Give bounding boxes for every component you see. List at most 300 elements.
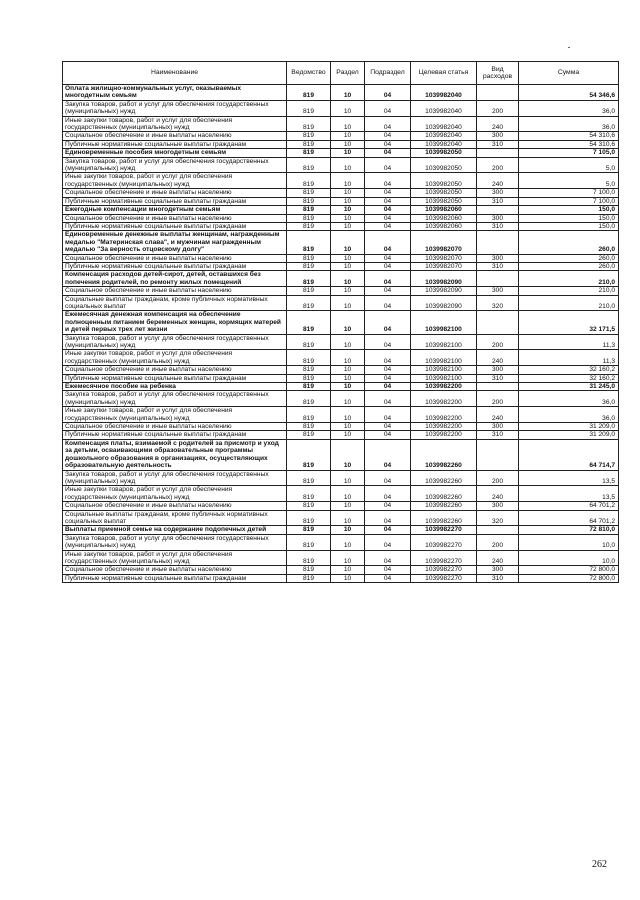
row-subsection-cell: 04 xyxy=(365,132,411,140)
row-section-cell: 10 xyxy=(331,391,365,407)
row-department-cell: 819 xyxy=(287,486,331,502)
row-section-cell: 10 xyxy=(331,100,365,116)
row-amount-cell: 10,0 xyxy=(519,550,619,566)
row-department-cell: 819 xyxy=(287,140,331,148)
row-name-cell: Иные закупки товаров, работ и услуг для обеспечения государственных (муниципальных) нужд xyxy=(63,173,287,189)
row-department-cell: 819 xyxy=(287,173,331,189)
row-expense-type-cell: 300 xyxy=(477,366,519,374)
table-row xyxy=(63,100,619,116)
row-subsection-cell: 04 xyxy=(365,334,411,350)
row-department-cell: 819 xyxy=(287,423,331,431)
row-expense-type-cell: 300 xyxy=(477,566,519,574)
row-expense-type-cell: 200 xyxy=(477,100,519,116)
row-section-cell: 10 xyxy=(331,510,365,526)
row-department-cell: 819 xyxy=(287,526,331,534)
row-department-cell: 819 xyxy=(287,350,331,366)
row-subsection-cell: 04 xyxy=(365,423,411,431)
row-section-cell: 10 xyxy=(331,189,365,197)
table-row xyxy=(63,510,619,526)
row-name-cell: Социальное обеспечение и иные выплаты населению xyxy=(63,214,287,222)
row-subsection-cell: 04 xyxy=(365,189,411,197)
row-subsection-cell: 04 xyxy=(365,214,411,222)
row-name-cell: Публичные нормативные социальные выплаты гражданам xyxy=(63,262,287,270)
row-amount-cell: 72 810,0 xyxy=(519,526,619,534)
row-section-cell: 10 xyxy=(331,85,365,101)
row-expense-type-cell xyxy=(477,85,519,101)
row-target-item-cell: 1039982270 xyxy=(411,526,477,534)
row-expense-type-cell: 240 xyxy=(477,173,519,189)
row-expense-type-cell: 300 xyxy=(477,502,519,510)
table-row xyxy=(63,366,619,374)
row-subsection-cell: 04 xyxy=(365,197,411,205)
row-subsection-cell: 04 xyxy=(365,407,411,423)
row-department-cell: 819 xyxy=(287,470,331,486)
row-expense-type-cell: 200 xyxy=(477,391,519,407)
row-name-cell: Иные закупки товаров, работ и услуг для обеспечения государственных (муниципальных) нужд xyxy=(63,486,287,502)
row-expense-type-cell: 310 xyxy=(477,197,519,205)
row-target-item-cell: 1039982200 xyxy=(411,407,477,423)
row-amount-cell: 13,5 xyxy=(519,470,619,486)
table-row xyxy=(63,470,619,486)
row-name-cell: Закупка товаров, работ и услуг для обеспечения государственных (муниципальных) нужд xyxy=(63,534,287,550)
row-department-cell: 819 xyxy=(287,311,331,334)
row-expense-type-cell: 320 xyxy=(477,295,519,311)
row-expense-type-cell xyxy=(477,149,519,157)
row-target-item-cell: 1039982060 xyxy=(411,206,477,214)
row-department-cell: 819 xyxy=(287,407,331,423)
row-expense-type-cell: 240 xyxy=(477,407,519,423)
row-target-item-cell: 1039982050 xyxy=(411,157,477,173)
header-name: Наименование xyxy=(63,62,287,85)
table-row xyxy=(63,350,619,366)
row-subsection-cell: 04 xyxy=(365,116,411,132)
row-department-cell: 819 xyxy=(287,116,331,132)
row-name-cell: Публичные нормативные социальные выплаты гражданам xyxy=(63,222,287,230)
table-row-total xyxy=(63,149,619,157)
row-name-cell: Закупка товаров, работ и услуг для обеспечения государственных (муниципальных) нужд xyxy=(63,470,287,486)
row-section-cell: 10 xyxy=(331,574,365,582)
row-amount-cell: 210,0 xyxy=(519,271,619,287)
row-subsection-cell: 04 xyxy=(365,287,411,295)
row-amount-cell: 260,0 xyxy=(519,254,619,262)
row-target-item-cell: 1039982100 xyxy=(411,350,477,366)
table-row-total xyxy=(63,231,619,254)
row-subsection-cell: 04 xyxy=(365,526,411,534)
row-target-item-cell: 1039982040 xyxy=(411,132,477,140)
row-subsection-cell: 04 xyxy=(365,383,411,391)
row-expense-type-cell: 200 xyxy=(477,157,519,173)
row-expense-type-cell: 310 xyxy=(477,431,519,439)
row-department-cell: 819 xyxy=(287,222,331,230)
row-amount-cell: 64 701,2 xyxy=(519,502,619,510)
row-amount-cell: 36,0 xyxy=(519,391,619,407)
row-amount-cell: 31 209,0 xyxy=(519,423,619,431)
row-target-item-cell: 1039982050 xyxy=(411,149,477,157)
row-department-cell: 819 xyxy=(287,189,331,197)
row-subsection-cell: 04 xyxy=(365,431,411,439)
row-department-cell: 819 xyxy=(287,502,331,510)
row-target-item-cell: 1039982200 xyxy=(411,383,477,391)
row-expense-type-cell: 200 xyxy=(477,470,519,486)
table-row-total xyxy=(63,439,619,470)
row-section-cell: 10 xyxy=(331,374,365,382)
row-subsection-cell: 04 xyxy=(365,311,411,334)
row-amount-cell: 13,5 xyxy=(519,486,619,502)
row-target-item-cell: 1039982040 xyxy=(411,85,477,101)
row-name-cell: Компенсация расходов детей-сирот, детей, оставшихся без попечения родителей, по ремонту жилых помещений xyxy=(63,271,287,287)
row-expense-type-cell: 300 xyxy=(477,189,519,197)
table-row xyxy=(63,374,619,382)
row-amount-cell: 36,0 xyxy=(519,100,619,116)
row-name-cell: Ежемесячная денежная компенсация на обеспечение полноценным питанием беременных женщин, кормящих матерей и детей первых трех лет жизни xyxy=(63,311,287,334)
row-name-cell: Ежегодные компенсации многодетным семьям xyxy=(63,206,287,214)
row-target-item-cell: 1039982090 xyxy=(411,271,477,287)
table-row-total xyxy=(63,383,619,391)
row-section-cell: 10 xyxy=(331,439,365,470)
row-target-item-cell: 1039982040 xyxy=(411,140,477,148)
header-department: Ведомство xyxy=(287,62,331,85)
row-expense-type-cell xyxy=(477,383,519,391)
row-name-cell: Иные закупки товаров, работ и услуг для обеспечения государственных (муниципальных) нужд xyxy=(63,350,287,366)
row-subsection-cell: 04 xyxy=(365,85,411,101)
row-department-cell: 819 xyxy=(287,295,331,311)
row-expense-type-cell: 300 xyxy=(477,254,519,262)
row-section-cell: 10 xyxy=(331,173,365,189)
row-subsection-cell: 04 xyxy=(365,157,411,173)
row-amount-cell: 64 714,7 xyxy=(519,439,619,470)
row-name-cell: Закупка товаров, работ и услуг для обеспечения государственных (муниципальных) нужд xyxy=(63,100,287,116)
row-name-cell: Публичные нормативные социальные выплаты гражданам xyxy=(63,374,287,382)
row-name-cell: Закупка товаров, работ и услуг для обеспечения государственных (муниципальных) нужд xyxy=(63,334,287,350)
row-name-cell: Социальное обеспечение и иные выплаты населению xyxy=(63,502,287,510)
row-amount-cell: 32 160,2 xyxy=(519,366,619,374)
row-target-item-cell: 1039982100 xyxy=(411,311,477,334)
row-name-cell: Закупка товаров, работ и услуг для обеспечения государственных (муниципальных) нужд xyxy=(63,391,287,407)
row-expense-type-cell: 300 xyxy=(477,132,519,140)
row-expense-type-cell: 300 xyxy=(477,214,519,222)
table-row xyxy=(63,254,619,262)
row-target-item-cell: 1039982100 xyxy=(411,374,477,382)
row-section-cell: 10 xyxy=(331,262,365,270)
row-expense-type-cell: 240 xyxy=(477,486,519,502)
row-department-cell: 819 xyxy=(287,271,331,287)
header-target-item: Целевая статья xyxy=(411,62,477,85)
row-target-item-cell: 1039982100 xyxy=(411,334,477,350)
row-subsection-cell: 04 xyxy=(365,470,411,486)
row-section-cell: 10 xyxy=(331,140,365,148)
row-amount-cell: 150,0 xyxy=(519,222,619,230)
row-amount-cell: 32 160,2 xyxy=(519,374,619,382)
row-expense-type-cell xyxy=(477,271,519,287)
row-target-item-cell: 1039982040 xyxy=(411,116,477,132)
row-amount-cell: 32 171,5 xyxy=(519,311,619,334)
table-row xyxy=(63,295,619,311)
row-amount-cell: 7 105,0 xyxy=(519,149,619,157)
table-row xyxy=(63,222,619,230)
row-section-cell: 10 xyxy=(331,407,365,423)
row-target-item-cell: 1039982260 xyxy=(411,502,477,510)
row-name-cell: Публичные нормативные социальные выплаты гражданам xyxy=(63,140,287,148)
row-subsection-cell: 04 xyxy=(365,566,411,574)
row-name-cell: Социальные выплаты гражданам, кроме публичных нормативных социальных выплат xyxy=(63,510,287,526)
row-subsection-cell: 04 xyxy=(365,366,411,374)
table-header-row xyxy=(63,62,619,85)
row-department-cell: 819 xyxy=(287,132,331,140)
row-name-cell: Иные закупки товаров, работ и услуг для обеспечения государственных (муниципальных) нужд xyxy=(63,550,287,566)
row-name-cell: Ежемесячное пособие на ребенка xyxy=(63,383,287,391)
row-subsection-cell: 04 xyxy=(365,502,411,510)
table-row xyxy=(63,431,619,439)
row-target-item-cell: 1039982270 xyxy=(411,566,477,574)
row-name-cell: Единовременные пособия многодетным семьям xyxy=(63,149,287,157)
row-amount-cell: 10,0 xyxy=(519,534,619,550)
row-name-cell: Иные закупки товаров, работ и услуг для обеспечения государственных (муниципальных) нужд xyxy=(63,116,287,132)
row-section-cell: 10 xyxy=(331,271,365,287)
row-amount-cell: 31 245,0 xyxy=(519,383,619,391)
row-amount-cell: 36,0 xyxy=(519,116,619,132)
row-amount-cell: 260,0 xyxy=(519,231,619,254)
row-expense-type-cell: 310 xyxy=(477,262,519,270)
row-subsection-cell: 04 xyxy=(365,510,411,526)
row-department-cell: 819 xyxy=(287,287,331,295)
row-target-item-cell: 1039982060 xyxy=(411,222,477,230)
row-department-cell: 819 xyxy=(287,254,331,262)
row-department-cell: 819 xyxy=(287,366,331,374)
row-expense-type-cell xyxy=(477,231,519,254)
row-department-cell: 819 xyxy=(287,383,331,391)
table-row xyxy=(63,423,619,431)
table-row xyxy=(63,132,619,140)
row-target-item-cell: 1039982100 xyxy=(411,366,477,374)
row-name-cell: Социальное обеспечение и иные выплаты населению xyxy=(63,189,287,197)
row-section-cell: 10 xyxy=(331,206,365,214)
row-department-cell: 819 xyxy=(287,157,331,173)
header-section: Раздел xyxy=(331,62,365,85)
row-amount-cell: 54 310,6 xyxy=(519,140,619,148)
row-name-cell: Социальные выплаты гражданам, кроме публичных нормативных социальных выплат xyxy=(63,295,287,311)
row-subsection-cell: 04 xyxy=(365,374,411,382)
row-expense-type-cell: 200 xyxy=(477,534,519,550)
row-amount-cell: 5,0 xyxy=(519,157,619,173)
row-section-cell: 10 xyxy=(331,350,365,366)
row-amount-cell: 11,3 xyxy=(519,334,619,350)
row-department-cell: 819 xyxy=(287,574,331,582)
row-amount-cell: 36,0 xyxy=(519,407,619,423)
row-amount-cell: 54 346,6 xyxy=(519,85,619,101)
row-subsection-cell: 04 xyxy=(365,550,411,566)
row-amount-cell: 72 800,0 xyxy=(519,574,619,582)
table-row xyxy=(63,566,619,574)
row-department-cell: 819 xyxy=(287,231,331,254)
row-name-cell: Социальное обеспечение и иные выплаты населению xyxy=(63,366,287,374)
row-subsection-cell: 04 xyxy=(365,271,411,287)
row-target-item-cell: 1039982270 xyxy=(411,534,477,550)
row-name-cell: Публичные нормативные социальные выплаты гражданам xyxy=(63,431,287,439)
row-section-cell: 10 xyxy=(331,254,365,262)
row-name-cell: Иные закупки товаров, работ и услуг для обеспечения государственных (муниципальных) нужд xyxy=(63,407,287,423)
row-department-cell: 819 xyxy=(287,374,331,382)
row-amount-cell: 11,3 xyxy=(519,350,619,366)
row-target-item-cell: 1039982050 xyxy=(411,197,477,205)
row-subsection-cell: 04 xyxy=(365,534,411,550)
row-subsection-cell: 04 xyxy=(365,222,411,230)
row-department-cell: 819 xyxy=(287,149,331,157)
row-target-item-cell: 1039982260 xyxy=(411,439,477,470)
row-section-cell: 10 xyxy=(331,149,365,157)
header-subsection: Подраздел xyxy=(365,62,411,85)
row-section-cell: 10 xyxy=(331,526,365,534)
row-target-item-cell: 1039982040 xyxy=(411,100,477,116)
row-name-cell: Закупка товаров, работ и услуг для обеспечения государственных (муниципальных) нужд xyxy=(63,157,287,173)
row-name-cell: Выплаты приемной семье на содержание подопечных детей xyxy=(63,526,287,534)
row-section-cell: 10 xyxy=(331,431,365,439)
row-name-cell: Публичные нормативные социальные выплаты гражданам xyxy=(63,574,287,582)
row-section-cell: 10 xyxy=(331,295,365,311)
row-section-cell: 10 xyxy=(331,287,365,295)
row-department-cell: 819 xyxy=(287,391,331,407)
row-amount-cell: 72 800,0 xyxy=(519,566,619,574)
row-subsection-cell: 04 xyxy=(365,140,411,148)
row-target-item-cell: 1039982050 xyxy=(411,189,477,197)
row-amount-cell: 150,0 xyxy=(519,206,619,214)
table-row xyxy=(63,189,619,197)
row-section-cell: 10 xyxy=(331,502,365,510)
row-amount-cell: 5,0 xyxy=(519,173,619,189)
row-department-cell: 819 xyxy=(287,197,331,205)
row-section-cell: 10 xyxy=(331,383,365,391)
table-row xyxy=(63,550,619,566)
row-section-cell: 10 xyxy=(331,423,365,431)
row-section-cell: 10 xyxy=(331,334,365,350)
row-department-cell: 819 xyxy=(287,510,331,526)
row-department-cell: 819 xyxy=(287,85,331,101)
row-section-cell: 10 xyxy=(331,550,365,566)
table-row-total xyxy=(63,271,619,287)
row-name-cell: Оплата жилищно-коммунальных услуг, оказываемых многодетным семьям xyxy=(63,85,287,101)
row-expense-type-cell: 240 xyxy=(477,350,519,366)
row-target-item-cell: 1039982260 xyxy=(411,470,477,486)
row-subsection-cell: 04 xyxy=(365,486,411,502)
row-name-cell: Социальное обеспечение и иные выплаты населению xyxy=(63,566,287,574)
row-expense-type-cell: 240 xyxy=(477,116,519,132)
row-amount-cell: 31 209,0 xyxy=(519,431,619,439)
row-expense-type-cell: 300 xyxy=(477,423,519,431)
row-target-item-cell: 1039982200 xyxy=(411,391,477,407)
scan-speck xyxy=(568,47,570,48)
row-target-item-cell: 1039982070 xyxy=(411,254,477,262)
row-target-item-cell: 1039982070 xyxy=(411,262,477,270)
row-target-item-cell: 1039982050 xyxy=(411,173,477,189)
row-amount-cell: 210,0 xyxy=(519,287,619,295)
row-department-cell: 819 xyxy=(287,334,331,350)
row-department-cell: 819 xyxy=(287,431,331,439)
table-row xyxy=(63,197,619,205)
row-target-item-cell: 1039982090 xyxy=(411,295,477,311)
row-department-cell: 819 xyxy=(287,214,331,222)
row-target-item-cell: 1039982090 xyxy=(411,287,477,295)
header-expense-type: Вид расходов xyxy=(477,62,519,85)
page-number: 262 xyxy=(592,859,607,870)
row-target-item-cell: 1039982060 xyxy=(411,214,477,222)
table-row-total xyxy=(63,526,619,534)
row-expense-type-cell xyxy=(477,439,519,470)
row-name-cell: Публичные нормативные социальные выплаты гражданам xyxy=(63,197,287,205)
row-subsection-cell: 04 xyxy=(365,173,411,189)
row-department-cell: 819 xyxy=(287,439,331,470)
row-subsection-cell: 04 xyxy=(365,391,411,407)
row-department-cell: 819 xyxy=(287,262,331,270)
table-row xyxy=(63,157,619,173)
row-target-item-cell: 1039982200 xyxy=(411,423,477,431)
row-department-cell: 819 xyxy=(287,566,331,574)
row-name-cell: Социальное обеспечение и иные выплаты населению xyxy=(63,254,287,262)
table-row-total xyxy=(63,311,619,334)
row-subsection-cell: 04 xyxy=(365,262,411,270)
row-section-cell: 10 xyxy=(331,197,365,205)
row-expense-type-cell: 310 xyxy=(477,222,519,230)
row-amount-cell: 7 100,0 xyxy=(519,197,619,205)
row-expense-type-cell: 300 xyxy=(477,287,519,295)
row-amount-cell: 54 310,6 xyxy=(519,132,619,140)
row-section-cell: 10 xyxy=(331,534,365,550)
row-department-cell: 819 xyxy=(287,100,331,116)
row-name-cell: Социальное обеспечение и иные выплаты населению xyxy=(63,132,287,140)
row-subsection-cell: 04 xyxy=(365,254,411,262)
row-section-cell: 10 xyxy=(331,116,365,132)
budget-table xyxy=(62,61,619,583)
row-expense-type-cell xyxy=(477,526,519,534)
row-expense-type-cell: 310 xyxy=(477,140,519,148)
table-row xyxy=(63,407,619,423)
table-row xyxy=(63,391,619,407)
row-expense-type-cell: 310 xyxy=(477,374,519,382)
row-section-cell: 10 xyxy=(331,231,365,254)
row-subsection-cell: 04 xyxy=(365,149,411,157)
row-section-cell: 10 xyxy=(331,366,365,374)
row-name-cell: Компенсация платы, взимаемой с родителей за присмотр и уход за детьми, осваивающими образовательные программы дошкольного образования в организациях, осуществляющих образовательную деятельность xyxy=(63,439,287,470)
row-section-cell: 10 xyxy=(331,132,365,140)
row-section-cell: 10 xyxy=(331,214,365,222)
row-target-item-cell: 1039982260 xyxy=(411,486,477,502)
row-subsection-cell: 04 xyxy=(365,350,411,366)
table-row xyxy=(63,140,619,148)
row-target-item-cell: 1039982200 xyxy=(411,431,477,439)
table-row xyxy=(63,534,619,550)
row-department-cell: 819 xyxy=(287,550,331,566)
row-expense-type-cell xyxy=(477,206,519,214)
row-subsection-cell: 04 xyxy=(365,206,411,214)
row-expense-type-cell xyxy=(477,311,519,334)
row-expense-type-cell: 310 xyxy=(477,574,519,582)
row-expense-type-cell: 240 xyxy=(477,550,519,566)
row-expense-type-cell: 200 xyxy=(477,334,519,350)
row-subsection-cell: 04 xyxy=(365,439,411,470)
header-amount: Сумма xyxy=(519,62,619,85)
row-section-cell: 10 xyxy=(331,486,365,502)
table-row xyxy=(63,262,619,270)
row-section-cell: 10 xyxy=(331,222,365,230)
table-row xyxy=(63,502,619,510)
row-amount-cell: 150,0 xyxy=(519,214,619,222)
table-row xyxy=(63,214,619,222)
table-body xyxy=(63,85,619,583)
row-target-item-cell: 1039982270 xyxy=(411,574,477,582)
row-amount-cell: 7 100,0 xyxy=(519,189,619,197)
row-amount-cell: 64 701,2 xyxy=(519,510,619,526)
table-row xyxy=(63,574,619,582)
row-section-cell: 10 xyxy=(331,157,365,173)
table-row xyxy=(63,486,619,502)
